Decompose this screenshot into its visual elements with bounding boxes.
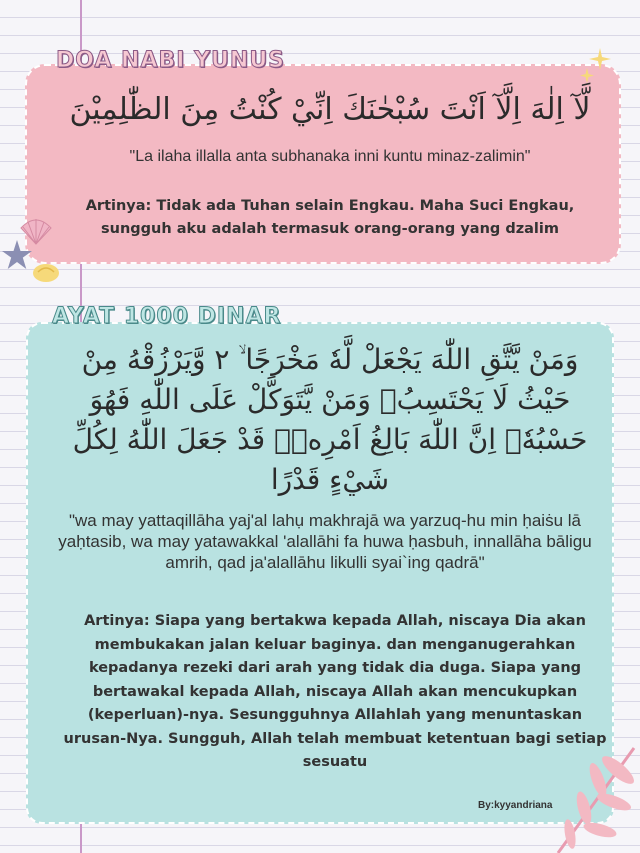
- section2-heading: AYAT 1000 DINAR: [52, 304, 282, 329]
- starfish-icon: [0, 238, 34, 272]
- sparkle-icon: [578, 46, 614, 86]
- lemon-shell-icon: [30, 260, 62, 284]
- section1-meaning-text: Artinya: Tidak ada Tuhan selain Engkau. Maha Suci Engkau, sungguh aku adalah termasuk orang-orang yang dzalim: [85, 198, 575, 237]
- section1-heading: DOA NABI YUNUS: [56, 48, 286, 73]
- section2-arabic-text: وَمَنْ يَّتَّقِ اللّٰهَ يَجْعَلْ لَّهٗ مَخْرَجًا ۙ ٢ وَّيَرْزُقْهُ مِنْ حَيْثُ لَا يَحْتَسِبُۗ وَمَنْ يَّتَوَكَّلْ عَلَى اللّٰهِ فَهُوَ حَسْبُهٗۗ اِنَّ اللّٰهَ بَالِغُ اَمْرِهٖۗ قَدْ جَعَلَ اللّٰهُ لِكُلِّ شَيْءٍ قَدْرًا: [72, 343, 588, 496]
- section1-latin-text: "La ilaha illalla anta subhanaka inni kuntu minaz-zalimin": [129, 148, 531, 165]
- section2-meaning-text: Artinya: Siapa yang bertakwa kepada Allah, niscaya Dia akan membukakan jalan keluar baginya. dan menganugerahkan kepadanya rezeki dari arah yang tidak dia duga. Siapa yang bertawakal kepada Allah, niscaya Allah akan mencukupkan (keperluan)-nya. Sesungguhnya Allahlah yang menuntaskan urusan-Nya. Sungguh, Allah telah membuat ketentuan bagi setiap sesuatu: [63, 613, 607, 770]
- section2-latin-text: "wa may yattaqillāha yaj'al lahụ makhrajā wa yarzuq-hu min ḥaiṡu lā yaḥtasib, wa may yatawakkal 'alallāhi fa huwa ḥasbuh, innallāha bāligu amrih, qad ja'alallāhu likulli syai`ing qadrā": [58, 511, 592, 572]
- section1-arabic-text: لَّآ اِلٰهَ اِلَّآ اَنْتَ سُبْحٰنَكَ اِنِّيْ كُنْتُ مِنَ الظّٰلِمِيْنَ: [69, 92, 591, 127]
- leaf-branch-icon: [548, 740, 640, 853]
- author-credit: By:kyyandriana: [478, 800, 553, 811]
